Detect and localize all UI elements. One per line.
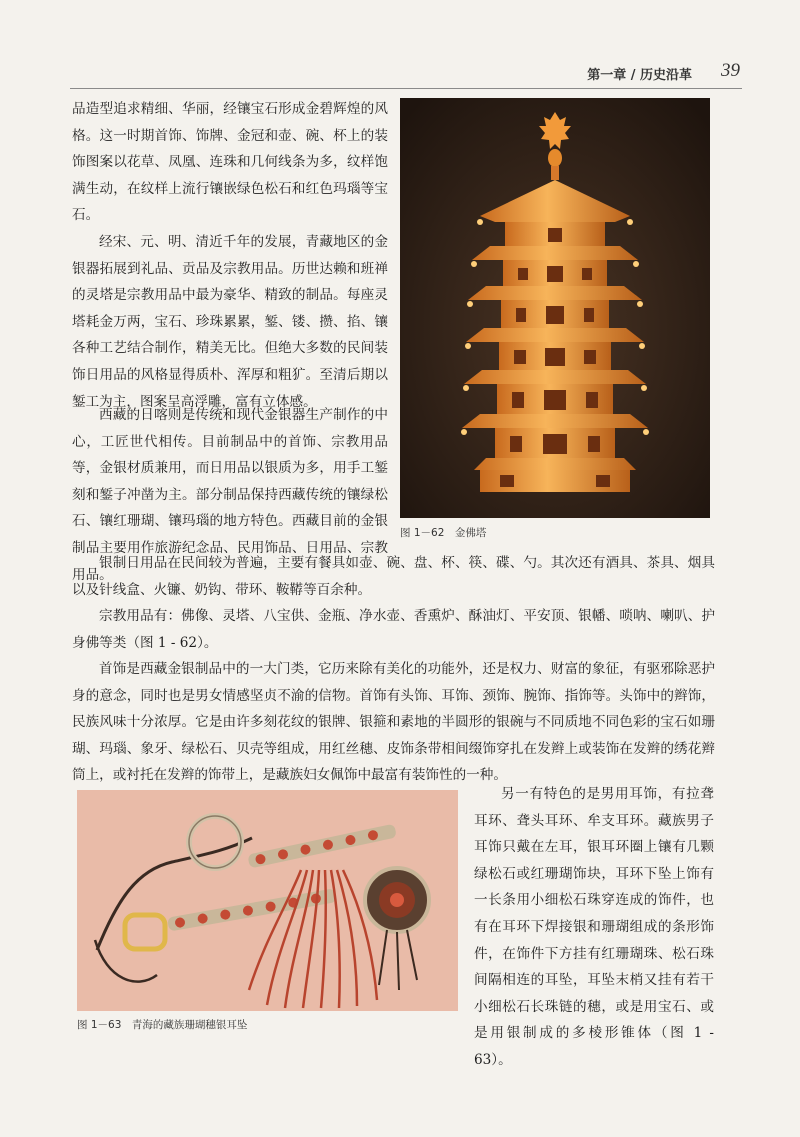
running-header	[0, 60, 800, 88]
figure-2-caption: 图 1－63 青海的藏族珊瑚穗银耳坠	[77, 1019, 248, 1031]
figure-golden-pagoda	[400, 98, 710, 518]
paragraph-2: 经宋、元、明、清近千年的发展，青藏地区的金银器拓展到礼品、贡品及宗教用品。历世达赖和班禅的灵塔是宗教用品中最为豪华、精致的制品。每座灵塔耗金万两，宝石、珍珠累累，錾、镂、攒、掐、镶各种工艺结合制作，精美无比。但绝大多数的民间装饰日用品的风格显得质朴、浑厚和粗犷。至清后期以錾工为主，图案呈高浮雕，富有立体感。	[72, 234, 388, 410]
paragraph-1: 品造型追求精细、华丽，经镶宝石形成金碧辉煌的风格。这一时期首饰、饰牌、金冠和壶、碗、杯上的装饰图案以花草、凤凰、连珠和几何线条为多，纹样饱满生动，在纹样上流行镶嵌绿色松石和红色玛瑙等宝石。	[72, 101, 388, 224]
coral-earrings-photo	[77, 790, 458, 1011]
paragraph-6: 首饰是西藏金银制品中的一大门类，它历来除有美化的功能外，还是权力、财富的象征，有驱邪除恶护身的意念，同时也是男女情感坚贞不渝的信物。首饰有头饰、耳饰、颈饰、腕饰、指饰等。头饰中的辫饰，民族风味十分浓厚。它是由许多刻花纹的银牌、银箍和素地的半圆形的银碗与不同质地不同色彩的宝石如珊瑚、玛瑙、象牙、绿松石、贝壳等组成，用红丝穗、皮饰条带相间缀饰穿扎在发辫上或装饰在发辫的绣花辫筒上，或衬托在发辫的饰带上，是藏族妇女佩饰中最富有装饰性的一种。	[72, 661, 715, 784]
paragraph-5: 宗教用品有：佛像、灵塔、八宝供、金瓶、净水壶、香熏炉、酥油灯、平安顶、银幡、唢呐、喇叭、护身佛等类（图 1 - 62）。	[72, 608, 715, 651]
figure-1-caption: 图 1－62 金佛塔	[400, 527, 487, 539]
paragraph-3: 西藏的日喀则是传统和现代金银器生产制作的中心，工匠世代相传。目前制品中的首饰、宗教用品等，金银材质兼用，而日用品以银质为多，用手工錾刻和錾子冲凿为主。部分制品保持西藏传统的镶绿松石、镶红珊瑚、镶玛瑙的地方特色。西藏目前的金银制品主要用作旅游纪念品、民用饰品、日用品、宗教用品。	[72, 407, 388, 583]
golden-pagoda-photo	[400, 98, 710, 518]
paragraph-7: 另一有特色的是男用耳饰，有拉聋耳环、聋头耳环、牟支耳环。藏族男子耳饰只戴在左耳，银耳环圈上镶有几颗绿松石或红珊瑚饰块，耳环下坠上饰有一长条用小细松石珠穿连成的饰件，也有在耳环下焊接银和珊瑚组成的条形饰件，在饰件下方挂有红珊瑚珠、松石珠间隔相连的耳坠，耳坠末梢又挂有若干小细松石长珠链的穗，或是用宝石、或是用银制成的多棱形锥体（图 1 - 63）。	[474, 786, 714, 1068]
paragraph-4: 银制日用品在民间较为普遍，主要有餐具如壶、碗、盘、杯、筷、碟、勺。其次还有酒具、茶具、烟具以及针线盒、火镰、奶钩、带环、鞍鞯等百余种。	[72, 555, 715, 598]
chapter-title: 第一章 / 历史沿革	[587, 68, 692, 83]
figure-coral-earrings	[77, 790, 458, 1011]
header-rule	[70, 88, 742, 89]
page-number: 39	[721, 60, 740, 81]
